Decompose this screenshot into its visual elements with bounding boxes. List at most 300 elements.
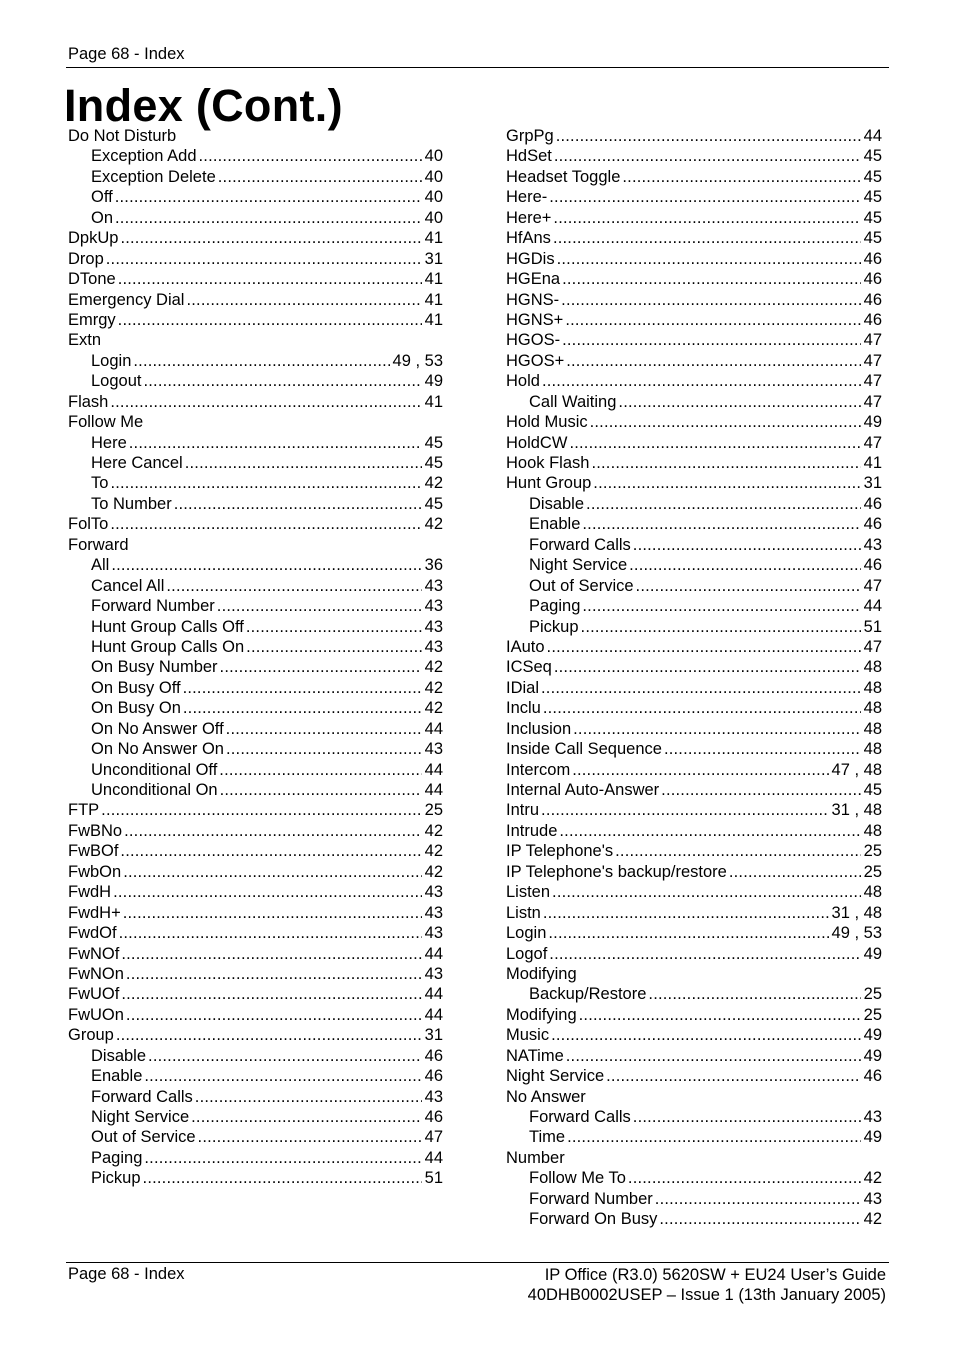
index-entry-label: Here+ xyxy=(506,208,552,227)
index-entry-page: 46 xyxy=(863,290,882,309)
index-entry-page: 49 xyxy=(424,372,443,391)
dot-leader xyxy=(246,637,421,657)
index-entry-page: 47 xyxy=(863,637,882,656)
footer-issue-info: 40DHB0002USEP – Issue 1 (13th January 2005) xyxy=(527,1286,886,1304)
index-entry-label: FwUOf xyxy=(68,985,120,1004)
index-entry xyxy=(68,228,443,248)
index-entry xyxy=(506,678,882,698)
dot-leader xyxy=(581,617,861,637)
index-entry-page: 41 xyxy=(424,392,443,411)
index-entry xyxy=(68,208,443,228)
index-entry-label: HGOS+ xyxy=(506,351,565,370)
index-entry-page: 31 xyxy=(424,249,443,268)
index-entry-page: 42 xyxy=(424,699,443,718)
index-entry-label: Night Service xyxy=(506,1067,605,1086)
index-entry-label: On No Answer On xyxy=(91,740,224,759)
index-entry-label: On Busy On xyxy=(91,699,181,718)
dot-leader xyxy=(199,146,422,166)
index-entry-label: Forward Calls xyxy=(529,1108,631,1126)
index-entry xyxy=(506,1127,882,1147)
index-entry-label: Hold Music xyxy=(506,413,588,432)
index-entry xyxy=(68,657,443,677)
index-entry-page: 47 xyxy=(863,331,882,350)
index-entry xyxy=(506,208,882,228)
index-entry-page: 44 xyxy=(424,1005,443,1024)
index-entry xyxy=(506,433,882,453)
dot-leader xyxy=(566,1046,861,1066)
index-entry-label: Modifying xyxy=(506,964,577,983)
index-entry xyxy=(506,290,882,310)
index-entry xyxy=(506,392,882,412)
index-entry-page: 41 xyxy=(424,310,443,329)
index-entry xyxy=(506,1209,882,1229)
index-entry xyxy=(68,371,443,391)
index-entry xyxy=(68,1148,443,1168)
dot-leader xyxy=(111,555,421,575)
index-entry-page: 44 xyxy=(424,985,443,1004)
index-entry-label: Number xyxy=(506,1148,565,1167)
index-entry-label: Enable xyxy=(91,1067,143,1086)
dot-leader xyxy=(123,903,422,923)
dot-leader xyxy=(198,1127,422,1147)
index-entry-label: Intru xyxy=(506,801,540,820)
index-entry-label: Pickup xyxy=(529,617,579,636)
index-entry xyxy=(506,780,882,800)
index-entry-label: Off xyxy=(91,188,113,207)
index-entry-label: Music xyxy=(506,1026,550,1045)
dot-leader xyxy=(226,739,422,759)
index-entry-page: 46 xyxy=(863,494,882,513)
dot-leader xyxy=(648,984,860,1004)
index-entry-page: 41 xyxy=(424,270,443,289)
index-entry-label: Drop xyxy=(68,249,104,268)
index-entry-page: 47 xyxy=(863,392,882,411)
index-entry-label: Exception Delete xyxy=(91,167,216,186)
index-entry-label: FwBNo xyxy=(68,821,123,840)
index-entry xyxy=(506,535,882,555)
index-entry-label: Here Cancel xyxy=(91,454,183,472)
dot-leader xyxy=(110,473,421,493)
index-entry xyxy=(506,494,882,514)
index-entry-page: 40 xyxy=(424,208,443,227)
dot-leader xyxy=(217,596,422,616)
index-entry-page: 44 xyxy=(424,1148,443,1167)
index-entry-page: 25 xyxy=(863,842,882,861)
index-entry-page: 45 xyxy=(863,147,882,166)
index-entry xyxy=(68,1107,443,1127)
index-entry-label: Hunt Group xyxy=(506,474,592,493)
dot-leader xyxy=(553,208,860,228)
index-entry-label: IAuto xyxy=(506,637,545,656)
index-entry-page: 43 xyxy=(424,597,443,616)
dot-leader xyxy=(129,433,422,453)
index-entry xyxy=(68,126,443,146)
index-entry xyxy=(506,964,882,984)
index-entry xyxy=(506,269,882,289)
index-entry-page: 48 xyxy=(863,821,882,840)
index-entry xyxy=(68,473,443,493)
dot-leader xyxy=(119,923,422,943)
index-entry-page: 43 xyxy=(424,903,443,922)
index-entry xyxy=(68,1046,443,1066)
dot-leader xyxy=(118,310,422,330)
index-entry-label: To xyxy=(91,474,109,493)
index-entry-label: Extn xyxy=(68,331,102,350)
index-entry-label: HGDis xyxy=(506,249,555,268)
index-entry xyxy=(506,617,882,637)
index-entry xyxy=(68,698,443,718)
index-entry-page: 25 xyxy=(424,801,443,820)
index-entry xyxy=(68,739,443,759)
index-entry-label: Flash xyxy=(68,392,109,411)
index-entry xyxy=(68,535,443,555)
index-entry-page: 42 xyxy=(424,474,443,493)
index-entry xyxy=(506,576,882,596)
index-entry-page: 43 xyxy=(863,535,882,554)
index-entry-page: 46 xyxy=(863,1067,882,1086)
index-entry-page: 42 xyxy=(424,658,443,677)
dot-leader xyxy=(124,821,422,841)
index-entry-label: FwdOf xyxy=(68,924,117,943)
header-rule xyxy=(66,67,889,68)
index-entry-page: 48 xyxy=(863,883,882,902)
index-entry-label: NATime xyxy=(506,1046,564,1065)
index-entry xyxy=(506,903,882,923)
index-entry xyxy=(68,821,443,841)
index-entry-label: On Busy Off xyxy=(91,678,181,697)
index-entry xyxy=(68,576,443,596)
index-entry-label: Listn xyxy=(506,903,541,922)
index-entry xyxy=(68,1127,443,1147)
index-entry-page: 44 xyxy=(424,719,443,738)
index-entry-label: IP Telephone's backup/restore xyxy=(506,862,727,881)
index-entry-page: 46 xyxy=(863,310,882,329)
index-entry-page: 48 xyxy=(863,658,882,677)
index-entry-label: Inside Call Sequence xyxy=(506,740,662,759)
dot-leader xyxy=(148,1046,422,1066)
footer-guide-title: IP Office (R3.0) 5620SW + EU24 User’s Guide xyxy=(544,1266,886,1284)
index-entry-page: 49 , 53 xyxy=(392,351,443,370)
dot-leader xyxy=(606,1066,861,1086)
index-entry-page: 48 xyxy=(863,719,882,738)
dot-leader xyxy=(548,923,828,943)
dot-leader xyxy=(554,146,861,166)
page-title: Index (Cont.) xyxy=(64,80,343,131)
dot-leader xyxy=(106,249,422,269)
index-entry-label: ICSeq xyxy=(506,658,552,677)
index-entry-label: Time xyxy=(529,1128,566,1147)
index-entry-label: Intercom xyxy=(506,760,571,779)
dot-leader xyxy=(547,637,861,657)
dot-leader xyxy=(549,187,860,207)
index-entry-page: 42 xyxy=(424,821,443,840)
index-entry xyxy=(68,923,443,943)
index-entry-label: All xyxy=(91,556,110,575)
dot-leader xyxy=(572,760,828,780)
index-entry xyxy=(506,1189,882,1209)
index-entry-page: 45 xyxy=(863,188,882,207)
index-entry-page: 41 xyxy=(863,454,882,472)
index-entry xyxy=(68,514,443,534)
index-entry-page: 45 xyxy=(863,208,882,227)
dot-leader xyxy=(120,841,421,861)
footer-document-info xyxy=(528,1265,886,1305)
index-entry xyxy=(506,1066,882,1086)
index-entry xyxy=(506,412,882,432)
index-entry xyxy=(68,1066,443,1086)
dot-leader xyxy=(220,780,422,800)
index-entry xyxy=(68,249,443,269)
index-entry-label: Logout xyxy=(91,372,142,391)
index-entry-page: 47 xyxy=(863,372,882,391)
index-entry xyxy=(506,473,882,493)
index-entry-label: GrpPg xyxy=(506,127,554,145)
index-entry xyxy=(506,862,882,882)
index-entry xyxy=(506,944,882,964)
index-entry-label: HGEna xyxy=(506,270,561,289)
index-entry-page: 47 xyxy=(863,351,882,370)
dot-leader xyxy=(562,330,861,350)
index-entry-label: HGNS+ xyxy=(506,310,564,329)
index-entry xyxy=(506,923,882,943)
index-entry-label: IDial xyxy=(506,678,540,697)
dot-leader xyxy=(143,1168,422,1188)
dot-leader xyxy=(183,698,422,718)
index-entry-page: 43 xyxy=(424,740,443,759)
index-entry xyxy=(506,146,882,166)
index-entry xyxy=(68,269,443,289)
dot-leader xyxy=(565,310,860,330)
dot-leader xyxy=(220,657,422,677)
index-entry xyxy=(506,310,882,330)
index-entry xyxy=(68,780,443,800)
index-entry-label: Forward Number xyxy=(91,597,215,616)
index-entry-page: 45 xyxy=(424,433,443,452)
index-entry-label: HfAns xyxy=(506,229,551,248)
index-entry-label: FolTo xyxy=(68,515,109,534)
dot-leader xyxy=(562,269,861,289)
index-entry-label: FwBOf xyxy=(68,842,119,861)
index-entry xyxy=(68,596,443,616)
index-entry xyxy=(506,1005,882,1025)
index-entry-label: Pickup xyxy=(91,1169,141,1188)
index-entry-page: 48 xyxy=(863,740,882,759)
index-entry xyxy=(68,453,443,473)
dot-leader xyxy=(541,678,861,698)
index-entry-label: FwbOn xyxy=(68,862,122,881)
index-entry-label: Login xyxy=(506,924,547,943)
index-entry-page: 47 xyxy=(424,1128,443,1147)
index-entry xyxy=(68,882,443,902)
dot-leader xyxy=(622,167,860,187)
dot-leader xyxy=(661,780,860,800)
index-entry xyxy=(68,862,443,882)
index-entry-page: 31 xyxy=(863,474,882,493)
index-entry-page: 31 xyxy=(424,1026,443,1045)
dot-leader xyxy=(143,371,421,391)
index-entry-page: 44 xyxy=(424,760,443,779)
index-entry-page: 42 xyxy=(424,678,443,697)
index-entry-page: 45 xyxy=(424,454,443,472)
index-entry-page: 41 xyxy=(424,290,443,309)
dot-leader xyxy=(123,862,421,882)
index-entry-page: 46 xyxy=(863,556,882,575)
dot-leader xyxy=(556,126,861,146)
index-entry-label: Modifying xyxy=(506,1005,577,1024)
index-entry-label: Forward Number xyxy=(529,1189,653,1208)
index-entry-label: Do Not Disturb xyxy=(68,127,177,145)
index-entry xyxy=(506,719,882,739)
index-entry-label: Exception Add xyxy=(91,147,197,166)
index-entry xyxy=(506,1148,882,1168)
index-entry xyxy=(506,882,882,902)
index-entry-page: 36 xyxy=(424,556,443,575)
dot-leader xyxy=(628,1168,861,1188)
index-entry-label: Emergency Dial xyxy=(68,290,185,309)
index-entry xyxy=(506,637,882,657)
index-entry-label: FwdH xyxy=(68,883,112,902)
dot-leader xyxy=(659,1209,860,1229)
dot-leader xyxy=(559,821,860,841)
index-entry-label: Forward Calls xyxy=(91,1087,193,1106)
index-entry xyxy=(68,330,443,350)
dot-leader xyxy=(110,514,421,534)
index-entry-label: To Number xyxy=(91,494,172,513)
index-entry-page: 45 xyxy=(863,167,882,186)
index-entry-label: Forward xyxy=(68,535,129,554)
index-entry-label: Disable xyxy=(529,494,585,513)
index-entry-page: 42 xyxy=(424,515,443,534)
index-entry-page: 46 xyxy=(863,515,882,534)
index-entry-page: 46 xyxy=(424,1067,443,1086)
index-entry-label: Unconditional On xyxy=(91,781,218,799)
dot-leader xyxy=(629,555,861,575)
index-entry-label: On Busy Number xyxy=(91,658,218,677)
dot-leader xyxy=(195,1087,422,1107)
index-entry-page: 41 xyxy=(424,229,443,248)
index-entry-page: 43 xyxy=(424,617,443,636)
index-entry-label: Here xyxy=(91,433,127,452)
index-entry-label: Out of Service xyxy=(91,1128,196,1147)
index-entry xyxy=(68,167,443,187)
dot-leader xyxy=(218,167,422,187)
index-entry-label: Call Waiting xyxy=(529,392,617,411)
dot-leader xyxy=(543,903,829,923)
index-entry-label: Listen xyxy=(506,883,551,902)
index-entry-label: Logof xyxy=(506,944,548,963)
index-entry xyxy=(68,760,443,780)
dot-leader xyxy=(174,494,422,514)
index-entry xyxy=(506,1107,882,1127)
dot-leader xyxy=(226,719,422,739)
page-header: Page 68 - Index xyxy=(68,45,185,63)
dot-leader xyxy=(561,290,860,310)
index-entry xyxy=(506,330,882,350)
index-entry xyxy=(506,187,882,207)
index-entry-page: 44 xyxy=(863,597,882,616)
dot-leader xyxy=(121,984,421,1004)
index-entry-page: 42 xyxy=(863,1169,882,1188)
dot-leader xyxy=(655,1189,861,1209)
index-entry xyxy=(506,821,882,841)
index-entry-page: 45 xyxy=(424,494,443,513)
index-entry xyxy=(68,841,443,861)
index-entry-page: 46 xyxy=(863,249,882,268)
index-entry xyxy=(506,514,882,534)
index-entry-label: Hunt Group Calls Off xyxy=(91,617,244,636)
index-entry-label: HoldCW xyxy=(506,433,568,452)
index-entry-label: Follow Me xyxy=(68,413,144,432)
index-entry xyxy=(68,1005,443,1025)
index-entry-label: Inclusion xyxy=(506,719,572,738)
index-entry xyxy=(506,760,882,780)
index-entry xyxy=(506,249,882,269)
index-entry-page: 43 xyxy=(424,1087,443,1106)
index-entry-page: 42 xyxy=(424,842,443,861)
dot-leader xyxy=(120,228,421,248)
index-entry-label: Here- xyxy=(506,188,548,207)
index-entry-label: Hold xyxy=(506,372,540,391)
index-entry-page: 44 xyxy=(424,781,443,799)
index-entry-label: IP Telephone's xyxy=(506,842,614,861)
dot-leader xyxy=(569,433,860,453)
index-entry-label: Inclu xyxy=(506,699,541,718)
index-entry xyxy=(68,617,443,637)
index-entry-page: 49 xyxy=(863,1026,882,1045)
dot-leader xyxy=(118,269,422,289)
index-entry xyxy=(68,1025,443,1045)
index-entry xyxy=(506,371,882,391)
dot-leader xyxy=(113,882,422,902)
index-entry-label: Login xyxy=(91,351,132,370)
index-entry-label: Paging xyxy=(91,1148,143,1167)
dot-leader xyxy=(664,739,861,759)
index-entry-label: Emrgy xyxy=(68,310,116,329)
footer-rule xyxy=(66,1262,889,1263)
index-entry-label: Unconditional Off xyxy=(91,760,218,779)
index-entry-page: 47 xyxy=(863,433,882,452)
dot-leader xyxy=(551,1025,861,1045)
index-entry-label: On No Answer Off xyxy=(91,719,224,738)
dot-leader xyxy=(579,1005,861,1025)
index-entry xyxy=(68,146,443,166)
index-entry xyxy=(68,719,443,739)
index-entry-page: 43 xyxy=(863,1189,882,1208)
index-entry-page: 48 xyxy=(863,678,882,697)
index-entry xyxy=(506,739,882,759)
index-entry-label: Night Service xyxy=(529,556,628,575)
index-entry-label: DTone xyxy=(68,270,116,289)
dot-leader xyxy=(543,698,861,718)
index-entry-page: 49 xyxy=(863,413,882,432)
index-entry-page: 31 , 48 xyxy=(831,801,882,820)
index-entry-label: Backup/Restore xyxy=(529,985,647,1004)
index-entry-page: 49 xyxy=(863,1128,882,1147)
index-entry-page: 43 xyxy=(424,964,443,983)
index-entry-page: 46 xyxy=(863,270,882,289)
dot-leader xyxy=(591,453,860,473)
index-entry-page: 51 xyxy=(863,617,882,636)
dot-leader xyxy=(633,1107,861,1127)
dot-leader xyxy=(573,719,861,739)
index-entry-page: 25 xyxy=(863,985,882,1004)
dot-leader xyxy=(166,576,421,596)
index-entry xyxy=(506,555,882,575)
index-entry xyxy=(68,1087,443,1107)
index-entry xyxy=(68,800,443,820)
index-entry-page: 46 xyxy=(424,1046,443,1065)
index-entry-page: 25 xyxy=(863,1005,882,1024)
